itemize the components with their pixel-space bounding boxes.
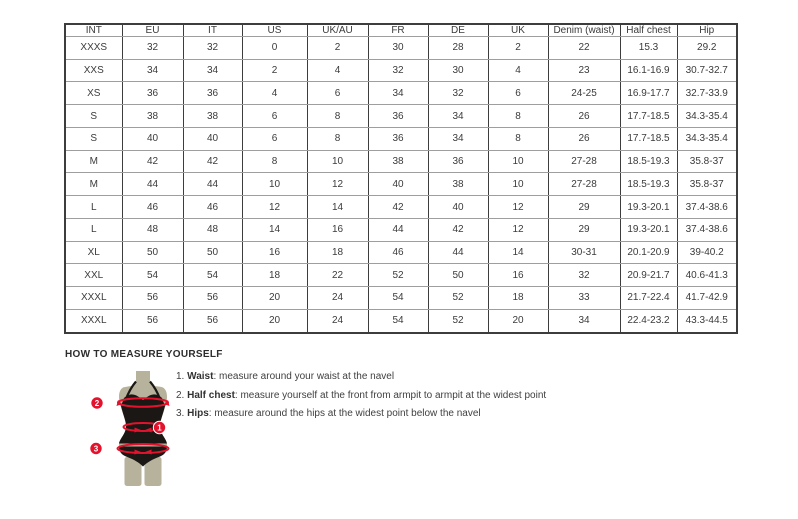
table-cell: 37.4-38.6: [677, 218, 737, 241]
table-cell: 27-28: [548, 150, 620, 173]
table-cell: 29: [548, 196, 620, 219]
table-cell: S: [65, 127, 122, 150]
table-cell: 16: [242, 241, 307, 264]
table-cell: 40: [122, 127, 183, 150]
table-row: [65, 264, 737, 287]
table-cell: S: [65, 105, 122, 128]
table-cell: 50: [183, 241, 242, 264]
table-row: [65, 241, 737, 264]
table-cell: 6: [242, 127, 307, 150]
table-cell: 36: [368, 127, 428, 150]
instruction-hips: [176, 407, 546, 426]
table-cell: 44: [183, 173, 242, 196]
table-cell: 44: [368, 218, 428, 241]
table-cell: 22.4-23.2: [620, 309, 677, 333]
table-cell: 36: [183, 82, 242, 105]
column-header: INT: [65, 24, 122, 37]
table-cell: 54: [122, 264, 183, 287]
table-cell: 10: [307, 150, 368, 173]
table-cell: 34.3-35.4: [677, 127, 737, 150]
table-cell: 15.3: [620, 37, 677, 60]
table-cell: M: [65, 150, 122, 173]
table-cell: 18: [307, 241, 368, 264]
table-cell: 39-40.2: [677, 241, 737, 264]
table-cell: 10: [242, 173, 307, 196]
table-cell: 4: [242, 82, 307, 105]
table-cell: 36: [122, 82, 183, 105]
table-cell: 46: [122, 196, 183, 219]
table-cell: 35.8-37: [677, 150, 737, 173]
table-cell: 38: [183, 105, 242, 128]
table-cell: 30: [368, 37, 428, 60]
table-cell: 54: [368, 287, 428, 310]
table-cell: 20: [242, 309, 307, 333]
column-header: UK: [488, 24, 548, 37]
size-chart-section: [64, 23, 738, 334]
table-cell: 32: [368, 59, 428, 82]
camisole-top: [119, 394, 167, 443]
table-cell: 42: [368, 196, 428, 219]
table-cell: 40.6-41.3: [677, 264, 737, 287]
table-cell: 37.4-38.6: [677, 196, 737, 219]
table-header-row: [65, 24, 737, 37]
table-cell: 4: [488, 59, 548, 82]
table-cell: 18.5-19.3: [620, 173, 677, 196]
table-cell: 17.7-18.5: [620, 105, 677, 128]
table-cell: 44: [428, 241, 488, 264]
table-cell: 32: [183, 37, 242, 60]
column-header: UK/AU: [307, 24, 368, 37]
badge-2-half-chest: [91, 397, 103, 409]
table-cell: 16.1-16.9: [620, 59, 677, 82]
table-cell: 30.7-32.7: [677, 59, 737, 82]
table-cell: 18: [488, 287, 548, 310]
table-cell: 10: [488, 173, 548, 196]
table-cell: 8: [488, 105, 548, 128]
table-cell: 16.9-17.7: [620, 82, 677, 105]
table-cell: 56: [183, 287, 242, 310]
table-cell: 20: [488, 309, 548, 333]
table-cell: 36: [428, 150, 488, 173]
badge-1-number: 1: [157, 423, 162, 433]
table-cell: 12: [488, 196, 548, 219]
table-cell: 41.7-42.9: [677, 287, 737, 310]
instruction-number: 2.: [176, 389, 185, 401]
badge-1-waist: [153, 421, 165, 433]
column-header: EU: [122, 24, 183, 37]
table-cell: L: [65, 196, 122, 219]
table-cell: 34: [428, 127, 488, 150]
table-cell: 0: [242, 37, 307, 60]
table-cell: 34: [183, 59, 242, 82]
table-cell: 19.3-20.1: [620, 218, 677, 241]
table-cell: 21.7-22.4: [620, 287, 677, 310]
table-cell: 2: [488, 37, 548, 60]
table-cell: 42: [428, 218, 488, 241]
instruction-label: Hips: [187, 408, 209, 419]
measure-guide-title: HOW TO MEASURE YOURSELF: [65, 349, 223, 360]
instruction-label: Waist: [187, 371, 214, 382]
table-row: [65, 150, 737, 173]
table-cell: 22: [548, 37, 620, 60]
table-row: [65, 173, 737, 196]
measurement-figure: [84, 369, 192, 491]
table-cell: 22: [307, 264, 368, 287]
table-cell: L: [65, 218, 122, 241]
instruction-waist: [176, 370, 546, 389]
table-cell: 16: [488, 264, 548, 287]
column-header: DE: [428, 24, 488, 37]
table-cell: XL: [65, 241, 122, 264]
table-cell: 28: [428, 37, 488, 60]
table-cell: 34: [122, 59, 183, 82]
table-cell: 52: [368, 264, 428, 287]
table-row: [65, 105, 737, 128]
table-cell: 14: [307, 196, 368, 219]
table-cell: 24-25: [548, 82, 620, 105]
table-cell: 54: [368, 309, 428, 333]
table-cell: 42: [122, 150, 183, 173]
table-cell: 6: [242, 105, 307, 128]
table-cell: M: [65, 173, 122, 196]
table-cell: 50: [428, 264, 488, 287]
table-cell: 26: [548, 105, 620, 128]
table-cell: 29: [548, 218, 620, 241]
table-cell: 38: [368, 150, 428, 173]
table-row: [65, 309, 737, 333]
table-cell: 32: [548, 264, 620, 287]
table-cell: XS: [65, 82, 122, 105]
table-cell: 18: [242, 264, 307, 287]
table-cell: 8: [488, 127, 548, 150]
table-cell: 17.7-18.5: [620, 127, 677, 150]
table-cell: 16: [307, 218, 368, 241]
table-cell: 19.3-20.1: [620, 196, 677, 219]
table-cell: 8: [307, 105, 368, 128]
table-cell: 56: [183, 309, 242, 333]
column-header: IT: [183, 24, 242, 37]
table-cell: 30: [428, 59, 488, 82]
table-cell: 40: [183, 127, 242, 150]
table-cell: 44: [122, 173, 183, 196]
table-row: [65, 127, 737, 150]
table-cell: 34: [548, 309, 620, 333]
instruction-text: : measure around the hips at the widest point below the navel: [208, 408, 481, 419]
table-cell: 46: [183, 196, 242, 219]
table-cell: 30-31: [548, 241, 620, 264]
badge-2-number: 2: [94, 399, 100, 408]
table-cell: 29.2: [677, 37, 737, 60]
table-cell: 46: [368, 241, 428, 264]
table-cell: 8: [242, 150, 307, 173]
table-cell: 6: [307, 82, 368, 105]
table-cell: 2: [307, 37, 368, 60]
table-cell: 32.7-33.9: [677, 82, 737, 105]
table-cell: 2: [242, 59, 307, 82]
table-cell: 34.3-35.4: [677, 105, 737, 128]
instruction-text: : measure around your waist at the navel: [213, 371, 395, 382]
table-cell: 12: [242, 196, 307, 219]
table-cell: 4: [307, 59, 368, 82]
table-cell: 26: [548, 127, 620, 150]
table-cell: 52: [428, 309, 488, 333]
mannequin-illustration: [84, 369, 192, 491]
table-cell: 32: [122, 37, 183, 60]
instruction-number: 1.: [176, 371, 185, 382]
table-cell: XXXL: [65, 309, 122, 333]
table-cell: 48: [183, 218, 242, 241]
instruction-label: Half chest: [187, 389, 235, 401]
table-cell: 52: [428, 287, 488, 310]
table-cell: 14: [242, 218, 307, 241]
table-cell: 6: [488, 82, 548, 105]
table-cell: 20.1-20.9: [620, 241, 677, 264]
table-cell: 42: [183, 150, 242, 173]
instruction-number: 3.: [176, 408, 185, 419]
table-cell: 12: [307, 173, 368, 196]
size-chart-table: [64, 23, 738, 334]
table-row: [65, 59, 737, 82]
table-cell: XXXL: [65, 287, 122, 310]
table-cell: 40: [428, 196, 488, 219]
table-cell: 34: [428, 105, 488, 128]
table-cell: 38: [428, 173, 488, 196]
table-cell: 20.9-21.7: [620, 264, 677, 287]
table-cell: 14: [488, 241, 548, 264]
table-cell: 34: [368, 82, 428, 105]
table-row: [65, 82, 737, 105]
table-row: [65, 218, 737, 241]
table-row: [65, 37, 737, 60]
table-cell: 48: [122, 218, 183, 241]
table-cell: 50: [122, 241, 183, 264]
table-cell: 24: [307, 287, 368, 310]
table-cell: XXL: [65, 264, 122, 287]
instruction-half-chest: [176, 389, 546, 408]
column-header: US: [242, 24, 307, 37]
table-cell: 35.8-37: [677, 173, 737, 196]
table-cell: 27-28: [548, 173, 620, 196]
table-cell: 54: [183, 264, 242, 287]
table-cell: 23: [548, 59, 620, 82]
table-cell: 56: [122, 287, 183, 310]
table-cell: 36: [368, 105, 428, 128]
table-cell: 12: [488, 218, 548, 241]
table-cell: XXXS: [65, 37, 122, 60]
table-cell: 56: [122, 309, 183, 333]
table-cell: 8: [307, 127, 368, 150]
table-row: [65, 287, 737, 310]
table-cell: XXS: [65, 59, 122, 82]
table-cell: 24: [307, 309, 368, 333]
column-header: FR: [368, 24, 428, 37]
table-cell: 18.5-19.3: [620, 150, 677, 173]
measure-instructions: [176, 370, 546, 426]
table-cell: 43.3-44.5: [677, 309, 737, 333]
column-header: Half chest: [620, 24, 677, 37]
table-row: [65, 196, 737, 219]
table-cell: 38: [122, 105, 183, 128]
table-cell: 32: [428, 82, 488, 105]
column-header: Hip: [677, 24, 737, 37]
table-cell: 10: [488, 150, 548, 173]
table-cell: 20: [242, 287, 307, 310]
column-header: Denim (waist): [548, 24, 620, 37]
table-cell: 40: [368, 173, 428, 196]
badge-3-number: 3: [93, 444, 99, 454]
badge-3-hips: [90, 442, 102, 454]
instruction-text: : measure yourself at the front from armpit to armpit at the widest point: [234, 389, 547, 401]
table-cell: 33: [548, 287, 620, 310]
